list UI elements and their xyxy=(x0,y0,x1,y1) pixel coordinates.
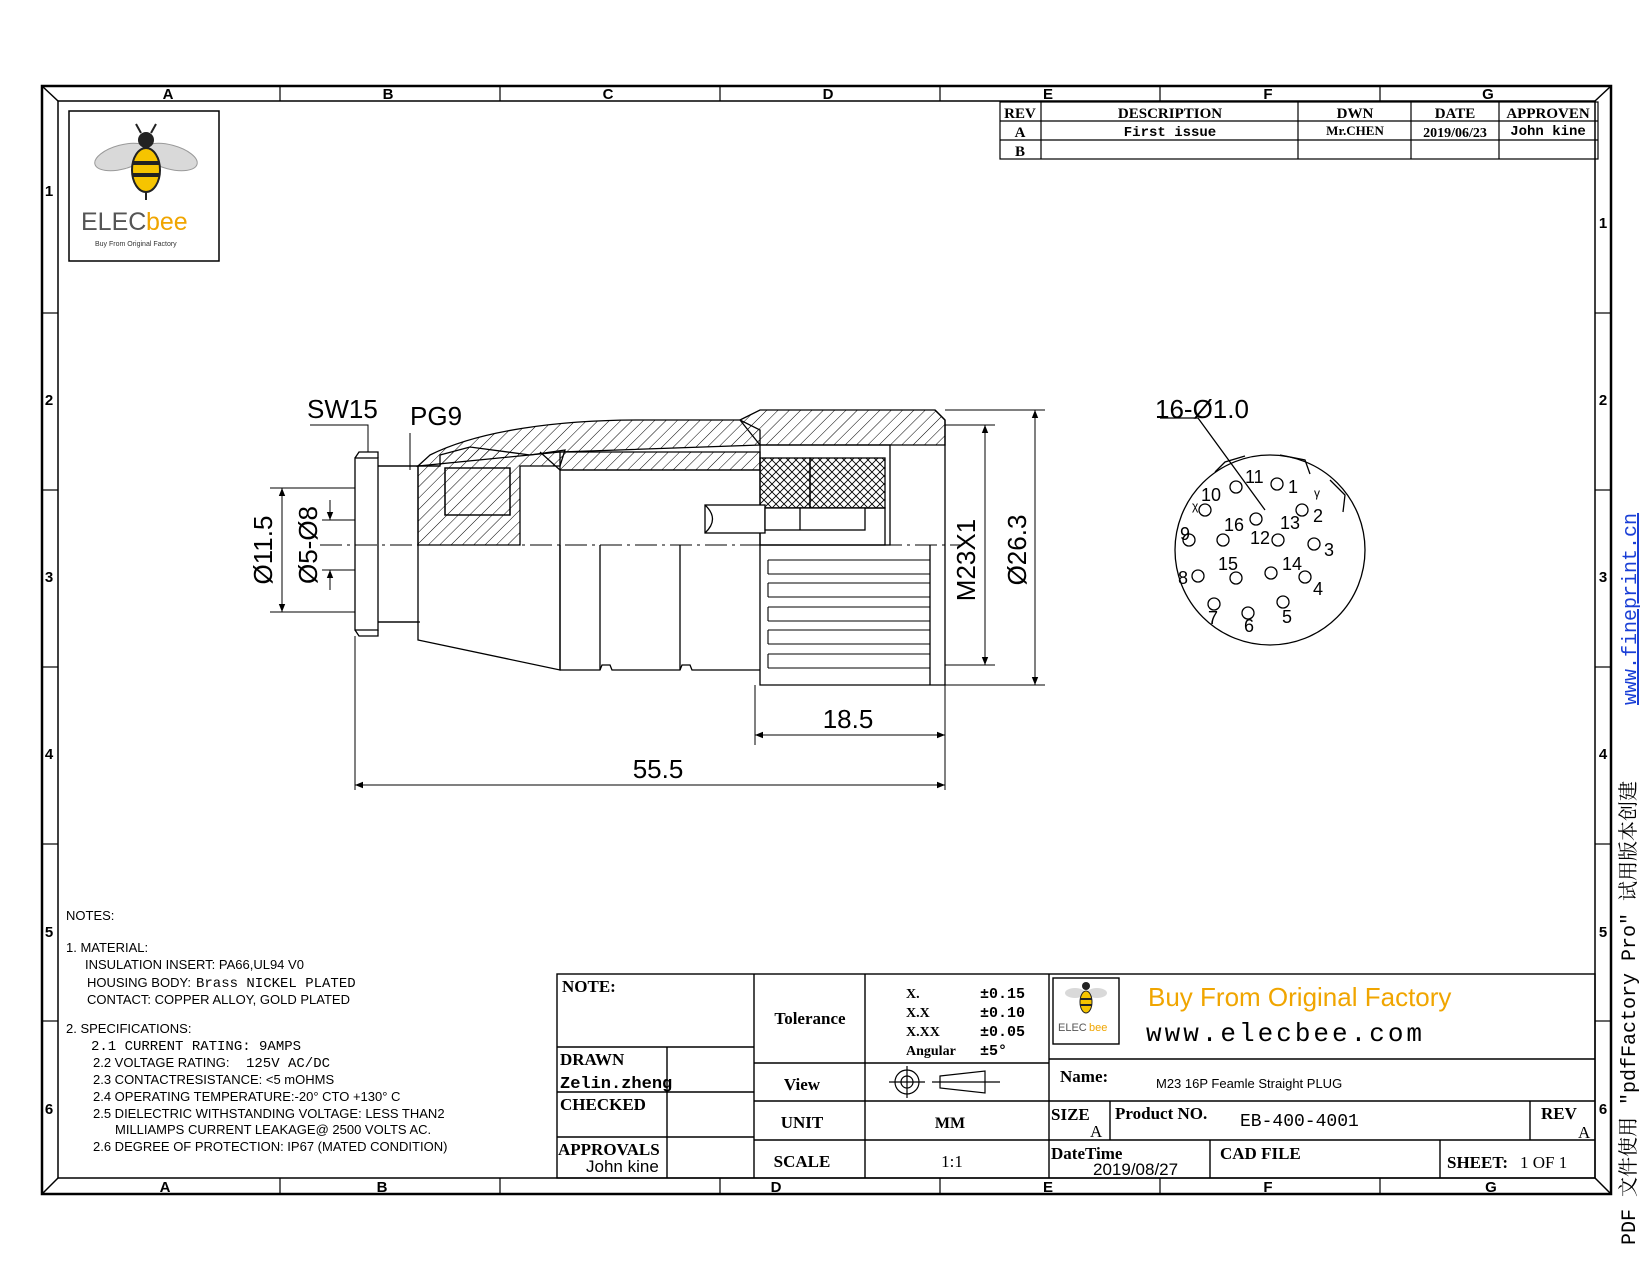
col-label-e-bottom: E xyxy=(1042,1179,1054,1196)
tb-size-label: SIZE xyxy=(1051,1105,1090,1124)
tb-size-value: A xyxy=(1090,1122,1103,1141)
col-label-a: A xyxy=(162,86,174,103)
rev-header-description: DESCRIPTION xyxy=(1117,106,1223,122)
notes-spec-22-value: 125V AC/DC xyxy=(246,1056,331,1072)
col-label-g: G xyxy=(1482,86,1494,103)
tb-tol-key-1: X.X xyxy=(906,1006,930,1021)
dim-total-length: 55.5 xyxy=(632,754,684,784)
dim-outer-dia: Ø26.3 xyxy=(1002,514,1032,586)
row-label-1: 1 xyxy=(44,183,54,200)
pin-label-14: 14 xyxy=(1282,554,1303,574)
tb-name-value: M23 16P Feamle Straight PLUG xyxy=(1156,1076,1343,1091)
notes-spec-21: 2.1 CURRENT RATING: 9AMPS xyxy=(91,1039,302,1055)
pin-label-9: 9 xyxy=(1180,524,1191,544)
rev-row-a-rev: A xyxy=(1014,125,1026,141)
tb-rev-label: REV xyxy=(1541,1104,1577,1123)
notes-spec-24: 2.4 OPERATING TEMPERATURE:-20° CTO +130° C xyxy=(93,1089,401,1104)
tb-tol-key-0: X. xyxy=(906,987,920,1002)
row-label-5: 5 xyxy=(44,924,54,941)
tb-tol-key-3: Angular xyxy=(906,1044,956,1059)
logo-tagline: Buy From Original Factory xyxy=(95,241,177,248)
tb-website: www.elecbee.com xyxy=(1146,1019,1426,1049)
tb-sheet-value: 1 OF 1 xyxy=(1520,1153,1568,1172)
revision-table-text xyxy=(1004,106,1590,160)
tb-name-label: Name: xyxy=(1060,1067,1109,1086)
logo-brand-prefix: ELEC xyxy=(81,208,147,236)
dim-pin-holes: 16-Ø1.0 xyxy=(1155,394,1249,424)
tb-drawn-value: Zelin.zheng xyxy=(560,1075,673,1094)
rev-header-approven: APPROVEN xyxy=(1506,106,1590,122)
rev-row-a-dwn: Mr.CHEN xyxy=(1326,123,1384,138)
tb-logo-suffix: bee xyxy=(1089,1022,1108,1034)
tb-approvals-label: APPROVALS xyxy=(558,1140,660,1159)
pin-label-4: 4 xyxy=(1313,579,1324,599)
tb-datetime-label: DateTime xyxy=(1051,1144,1123,1163)
logo-brand-suffix: bee xyxy=(146,208,188,236)
watermark-text: PDF 文件使用 "pdfFactory Pro" 试用版本创建 xyxy=(1619,780,1642,1245)
tb-slogan: Buy From Original Factory xyxy=(1148,982,1452,1012)
pin-label-7: 7 xyxy=(1208,608,1219,628)
dim-cable-range: Ø5-Ø8 xyxy=(293,505,323,585)
notes-title: NOTES: xyxy=(66,908,115,923)
notes-spec-25a: 2.5 DIELECTRIC WITHSTANDING VOLTAGE: LESS THAN2 xyxy=(93,1106,445,1121)
row-label-3-right: 3 xyxy=(1598,569,1608,586)
col-label-b: B xyxy=(382,86,394,103)
col-label-f: F xyxy=(1263,86,1273,103)
notes-spec-22-prefix: 2.2 VOLTAGE RATING: xyxy=(93,1055,230,1070)
connector-side-view xyxy=(320,410,960,685)
row-label-2: 2 xyxy=(44,392,54,409)
tb-tol-val-3: ±5° xyxy=(980,1043,1008,1060)
dim-sw15: SW15 xyxy=(307,394,378,424)
notes-contact: CONTACT: COPPER ALLOY, GOLD PLATED xyxy=(87,992,350,1007)
rev-header-dwn: DWN xyxy=(1336,106,1374,122)
tb-datetime-value: 2019/08/27 xyxy=(1093,1160,1179,1179)
pin-label-10: 10 xyxy=(1201,485,1222,505)
dim-thread: M23X1 xyxy=(951,518,981,602)
row-label-3: 3 xyxy=(44,569,54,586)
tb-product-value: EB-400-4001 xyxy=(1240,1112,1359,1132)
row-label-5-right: 5 xyxy=(1598,924,1608,941)
watermark xyxy=(1617,513,1643,1245)
col-label-d: D xyxy=(822,86,834,103)
row-label-6-right: 6 xyxy=(1598,1101,1608,1118)
pin-label-5: 5 xyxy=(1282,607,1293,627)
pin-label-3: 3 xyxy=(1324,540,1335,560)
tb-tol-val-2: ±0.05 xyxy=(980,1024,1026,1041)
tb-tolerance-label: Tolerance xyxy=(774,1009,846,1028)
row-label-6: 6 xyxy=(44,1101,54,1118)
tb-drawn-label: DRAWN xyxy=(560,1050,625,1069)
tb-tol-key-2: X.XX xyxy=(906,1025,940,1040)
tb-unit-value: MM xyxy=(934,1115,966,1132)
pin-label-6: 6 xyxy=(1244,616,1255,636)
rev-header-date: DATE xyxy=(1434,106,1476,122)
tb-scale-value: 1:1 xyxy=(941,1152,963,1171)
notes-spec-26: 2.6 DEGREE OF PROTECTION: IP67 (MATED CONDITION) xyxy=(93,1139,448,1154)
pin-label-gamma: γ xyxy=(1314,486,1320,500)
tb-view-label: View xyxy=(783,1075,821,1094)
notes-spec-title: 2. SPECIFICATIONS: xyxy=(66,1021,192,1036)
title-block-text xyxy=(558,977,1591,1179)
pin-label-12: 12 xyxy=(1250,528,1271,548)
tb-logo-prefix: ELEC xyxy=(1058,1022,1087,1034)
dim-cable-od: Ø11.5 xyxy=(248,515,278,585)
notes-housing-value: Brass NICKEL PLATED xyxy=(196,976,356,992)
pin-label-16: 16 xyxy=(1224,515,1245,535)
pin-label-8: 8 xyxy=(1178,568,1189,588)
rev-row-a-date: 2019/06/23 xyxy=(1423,126,1487,141)
tb-approvals-value: John kine xyxy=(586,1157,659,1176)
pin-label-11: 11 xyxy=(1245,467,1264,487)
col-label-d-bottom: D xyxy=(770,1179,782,1196)
tb-sheet-label: SHEET: xyxy=(1447,1153,1509,1172)
tb-scale-label: SCALE xyxy=(773,1152,831,1171)
tb-product-label: Product NO. xyxy=(1115,1104,1208,1123)
row-label-4: 4 xyxy=(44,746,54,763)
rev-header-rev: REV xyxy=(1004,106,1036,122)
notes-block xyxy=(66,908,447,1154)
notes-spec-25b: MILLIAMPS CURRENT LEAKAGE@ 2500 VOLTS AC. xyxy=(115,1122,432,1137)
tb-tol-val-0: ±0.15 xyxy=(980,986,1026,1003)
notes-insulation: INSULATION INSERT: PA66,UL94 V0 xyxy=(85,957,304,972)
notes-material-title: 1. MATERIAL: xyxy=(66,940,149,955)
notes-spec-23: 2.3 CONTACTRESISTANCE: <5 mOHMS xyxy=(93,1072,335,1087)
pin-label-chi: χ xyxy=(1192,499,1199,513)
col-label-g-bottom: G xyxy=(1485,1179,1497,1196)
pin-label-2: 2 xyxy=(1313,506,1324,526)
row-label-2-right: 2 xyxy=(1598,392,1608,409)
title-block-logo xyxy=(1058,982,1107,1034)
tb-rev-value: A xyxy=(1578,1123,1591,1142)
rev-row-a-approven: John kine xyxy=(1510,124,1586,140)
tb-checked-label: CHECKED xyxy=(560,1095,646,1114)
tb-cad-label: CAD FILE xyxy=(1220,1144,1301,1163)
dim-nut-length: 18.5 xyxy=(822,704,874,734)
pin-label-15: 15 xyxy=(1218,554,1239,574)
pin-label-13: 13 xyxy=(1280,513,1301,533)
rev-row-b-rev: B xyxy=(1014,144,1026,160)
tb-note-label: NOTE: xyxy=(562,977,616,996)
row-label-1-right: 1 xyxy=(1598,215,1608,232)
tb-tol-val-1: ±0.10 xyxy=(980,1005,1026,1022)
pin-label-1: 1 xyxy=(1288,477,1299,497)
col-label-a-bottom: A xyxy=(159,1179,171,1196)
row-label-4-right: 4 xyxy=(1598,746,1608,763)
watermark-link[interactable]: www.fineprint.cn xyxy=(1620,512,1643,705)
company-logo xyxy=(69,111,219,261)
rev-row-a-description: First issue xyxy=(1123,125,1217,141)
view-symbol-icon xyxy=(889,1066,1000,1098)
col-label-c: C xyxy=(602,86,614,103)
tb-unit-label: UNIT xyxy=(780,1113,824,1132)
dim-pg9: PG9 xyxy=(410,401,463,431)
col-label-e: E xyxy=(1042,86,1054,103)
col-label-b-bottom: B xyxy=(376,1179,388,1196)
col-label-f-bottom: F xyxy=(1263,1179,1273,1196)
notes-housing-prefix: HOUSING BODY: xyxy=(87,975,192,990)
